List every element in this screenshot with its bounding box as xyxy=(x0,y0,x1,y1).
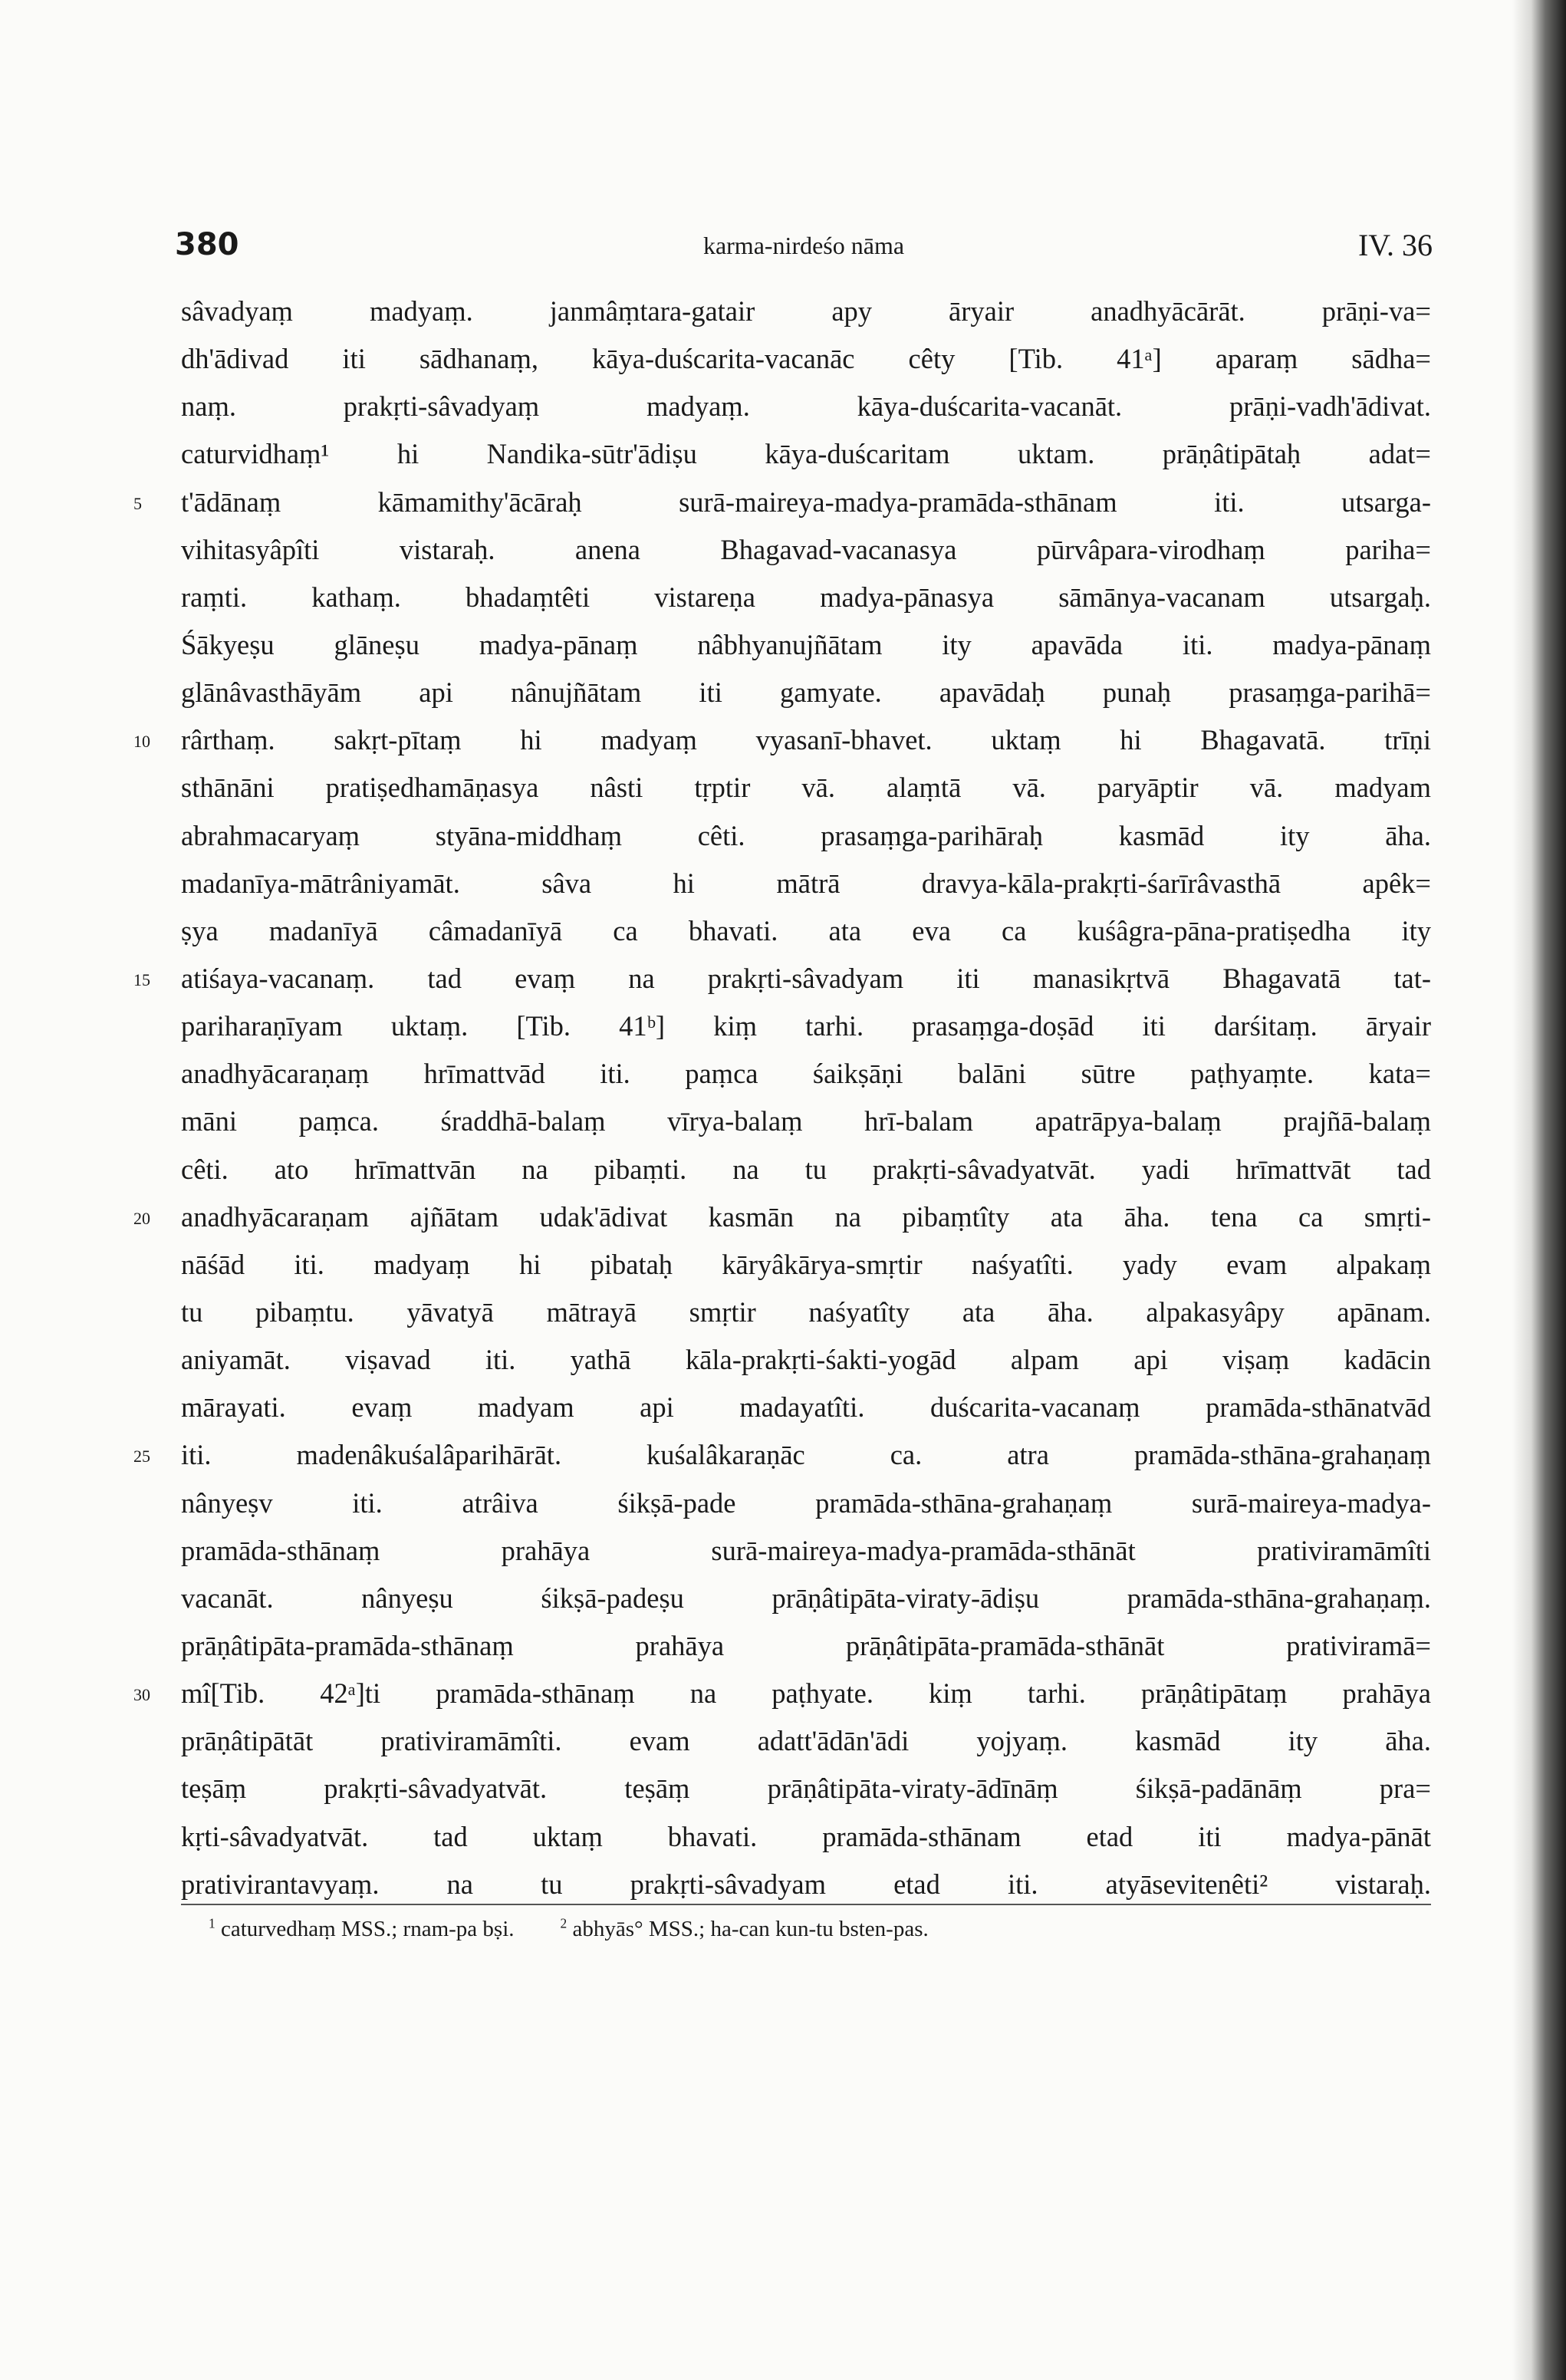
text-line xyxy=(181,430,1431,478)
scan-edge-shadow xyxy=(1512,0,1566,2380)
text-line xyxy=(181,621,1431,669)
line-number: 5 xyxy=(133,493,142,513)
line-text: madanīya-mātrâniyamāt. sâva hi mātrā dravya-kāla-prakṛti-śarīrâvasthā apêk= xyxy=(181,867,1431,899)
footnote-text: abhyās° MSS.; ha-can kun-tu bsten-pas. xyxy=(572,1917,929,1941)
footnote-marker: 2 xyxy=(560,1915,568,1931)
line-text: vacanāt. nânyeṣu śikṣā-padeṣu prāṇâtipāta-viraty-ādiṣu pramāda-sthāna-grahaṇaṃ. xyxy=(181,1582,1431,1614)
line-text: naṃ. prakṛti-sâvadyaṃ madyaṃ. kāya-duścarita-vacanāt. prāṇi-vadh'ādivat. xyxy=(181,390,1431,423)
text-line xyxy=(133,1670,1431,1717)
footnotes xyxy=(209,1910,1428,1948)
text-line xyxy=(133,1431,1431,1479)
line-text: raṃti. kathaṃ. bhadaṃtêti vistareṇa madya-pānasya sāmānya-vacanam utsargaḥ. xyxy=(181,581,1431,613)
text-line xyxy=(181,860,1431,907)
line-number: 25 xyxy=(133,1447,150,1467)
line-text: sthānāni pratiṣedhamāṇasya nâsti tṛptir vā. alaṃtā vā. paryāptir vā. madyam xyxy=(181,772,1431,804)
text-line xyxy=(181,288,1431,335)
line-text: abrahmacaryaṃ styāna-middhaṃ cêti. prasaṃga-parihāraḥ kasmād ity āha. xyxy=(181,819,1431,851)
line-text: mārayati. evaṃ madyam api madayatîti. duścarita-vacanaṃ pramāda-sthānatvād xyxy=(181,1391,1431,1424)
footnote-text: caturvedhaṃ MSS.; rnam-pa bṣi. xyxy=(220,1917,515,1941)
line-text: nânyeṣv iti. atrâiva śikṣā-pade pramāda-sthāna-grahaṇaṃ surā-maireya-madya- xyxy=(181,1486,1431,1519)
text-line xyxy=(181,1480,1431,1527)
line-text: anadhyācaraṇam ajñātam udak'ādivat kasmān na pibaṃtîty ata āha. tena ca smṛti- xyxy=(181,1200,1431,1233)
text-line xyxy=(181,383,1431,430)
line-text: ṣya madanīyā câmadanīyā ca bhavati. ata eva ca kuśâgra-pāna-pratiṣedha ity xyxy=(181,914,1431,946)
text-line xyxy=(181,1717,1431,1765)
text-line xyxy=(181,1146,1431,1193)
text-line xyxy=(181,574,1431,621)
text-line xyxy=(181,526,1431,574)
line-number: 30 xyxy=(133,1685,150,1705)
line-text: sâvadyaṃ madyaṃ. janmâṃtara-gatair apy āryair anadhyācārāt. prāṇi-va= xyxy=(181,295,1431,327)
line-text: glānâvasthāyām api nânujñātam iti gamyate. apavādaḥ punaḥ prasaṃga-parihā= xyxy=(181,676,1431,709)
line-text: nāśād iti. madyaṃ hi pibataḥ kāryâkārya-smṛtir naśyatîti. yady evam alpakaṃ xyxy=(181,1248,1431,1280)
text-line xyxy=(181,1861,1431,1908)
text-line xyxy=(181,1765,1431,1812)
line-text: prativirantavyaṃ. na tu prakṛti-sâvadyam etad iti. atyāsevitenêti² vistaraḥ. xyxy=(181,1868,1431,1900)
line-text: teṣāṃ prakṛti-sâvadyatvāt. teṣāṃ prāṇâtipāta-viraty-ādīnāṃ śikṣā-padānāṃ pra= xyxy=(181,1773,1431,1805)
text-line xyxy=(181,1241,1431,1289)
text-line xyxy=(181,1575,1431,1622)
section-reference: IV. 36 xyxy=(1357,228,1433,262)
line-text: māni paṃca. śraddhā-balaṃ vīrya-balaṃ hrī-balam apatrāpya-balaṃ prajñā-balaṃ xyxy=(181,1105,1431,1137)
line-text: iti. madenâkuśalâparihārāt. kuśalâkaraṇāc ca. atra pramāda-sthāna-grahaṇaṃ xyxy=(181,1439,1431,1471)
text-line xyxy=(133,955,1431,1002)
line-number: 10 xyxy=(133,732,150,752)
text-line xyxy=(181,1002,1431,1050)
footnote xyxy=(209,1910,515,1948)
line-text: cêti. ato hrīmattvān na pibaṃti. na tu prakṛti-sâvadyatvāt. yadi hrīmattvāt tad xyxy=(181,1153,1431,1185)
text-line xyxy=(133,716,1431,764)
text-line xyxy=(181,907,1431,955)
line-text: Śākyeṣu glāneṣu madya-pānaṃ nâbhyanujñātam ity apavāda iti. madya-pānaṃ xyxy=(181,628,1431,660)
text-line xyxy=(181,1622,1431,1670)
line-text: rârthaṃ. sakṛt-pītaṃ hi madyaṃ vyasanī-bhavet. uktaṃ hi Bhagavatā. trīṇi xyxy=(181,724,1431,756)
page-number: 380 xyxy=(175,227,239,262)
footnote xyxy=(561,1910,929,1948)
footnote-rule xyxy=(181,1904,1431,1905)
text-line xyxy=(181,1050,1431,1098)
line-text: atiśaya-vacanaṃ. tad evaṃ na prakṛti-sâvadyam iti manasikṛtvā Bhagavatā tat- xyxy=(181,962,1431,994)
footnote-marker: 1 xyxy=(209,1915,215,1931)
text-line xyxy=(181,1336,1431,1384)
text-line xyxy=(181,1098,1431,1145)
text-line xyxy=(181,335,1431,383)
text-line xyxy=(181,1527,1431,1575)
line-text: kṛti-sâvadyatvāt. tad uktaṃ bhavati. pramāda-sthānam etad iti madya-pānāt xyxy=(181,1820,1431,1852)
line-text: prāṇâtipātāt prativiramāmîti. evam adatt'ādān'ādi yojyaṃ. kasmād ity āha. xyxy=(181,1725,1431,1757)
line-text: aniyamāt. viṣavad iti. yathā kāla-prakṛti-śakti-yogād alpam api viṣaṃ kadācin xyxy=(181,1344,1431,1376)
text-line xyxy=(181,1289,1431,1336)
chapter-title: karma-nirdeśo nāma xyxy=(702,232,905,259)
line-text: caturvidhaṃ¹ hi Nandika-sūtr'ādiṣu kāya-duścaritam uktam. prāṇâtipātaḥ adat= xyxy=(181,438,1431,470)
line-number: 15 xyxy=(133,969,150,989)
line-text: pramāda-sthānaṃ prahāya surā-maireya-madya-pramāda-sthānāt prativiramāmîti xyxy=(181,1534,1431,1566)
line-text: dh'ādivad iti sādhanaṃ, kāya-duścarita-vacanāc cêty [Tib. 41ᵃ] aparaṃ sādha= xyxy=(181,343,1431,375)
line-text: prāṇâtipāta-pramāda-sthānaṃ prahāya prāṇâtipāta-pramāda-sthānāt prativiramā= xyxy=(181,1629,1431,1661)
running-head xyxy=(175,227,1433,273)
line-text: mî[Tib. 42ᵃ]ti pramāda-sthānaṃ na paṭhyate. kiṃ tarhi. prāṇâtipātaṃ prahāya xyxy=(181,1677,1431,1710)
text-line xyxy=(181,764,1431,811)
text-line xyxy=(181,1813,1431,1861)
line-text: anadhyācaraṇaṃ hrīmattvād iti. paṃca śaikṣāṇi balāni sūtre paṭhyaṃte. kata= xyxy=(181,1058,1431,1090)
text-line xyxy=(133,1193,1431,1241)
line-text: tu pibaṃtu. yāvatyā mātrayā smṛtir naśyatîty ata āha. alpakasyâpy apānam. xyxy=(181,1295,1431,1328)
line-text: vihitasyâpîti vistaraḥ. anena Bhagavad-vacanasya pūrvâpara-virodhaṃ pariha= xyxy=(181,533,1431,565)
line-text: pariharaṇīyam uktaṃ. [Tib. 41ᵇ] kiṃ tarhi. prasaṃga-doṣād iti darśitaṃ. āryair xyxy=(181,1010,1431,1042)
body-text xyxy=(133,288,1431,1908)
line-text: t'ādānaṃ kāmamithy'ācāraḥ surā-maireya-madya-pramāda-sthānam iti. utsarga- xyxy=(181,486,1431,518)
text-line xyxy=(181,812,1431,860)
text-line xyxy=(181,1384,1431,1431)
text-line xyxy=(181,669,1431,716)
line-number: 20 xyxy=(133,1208,150,1228)
text-line xyxy=(133,479,1431,526)
